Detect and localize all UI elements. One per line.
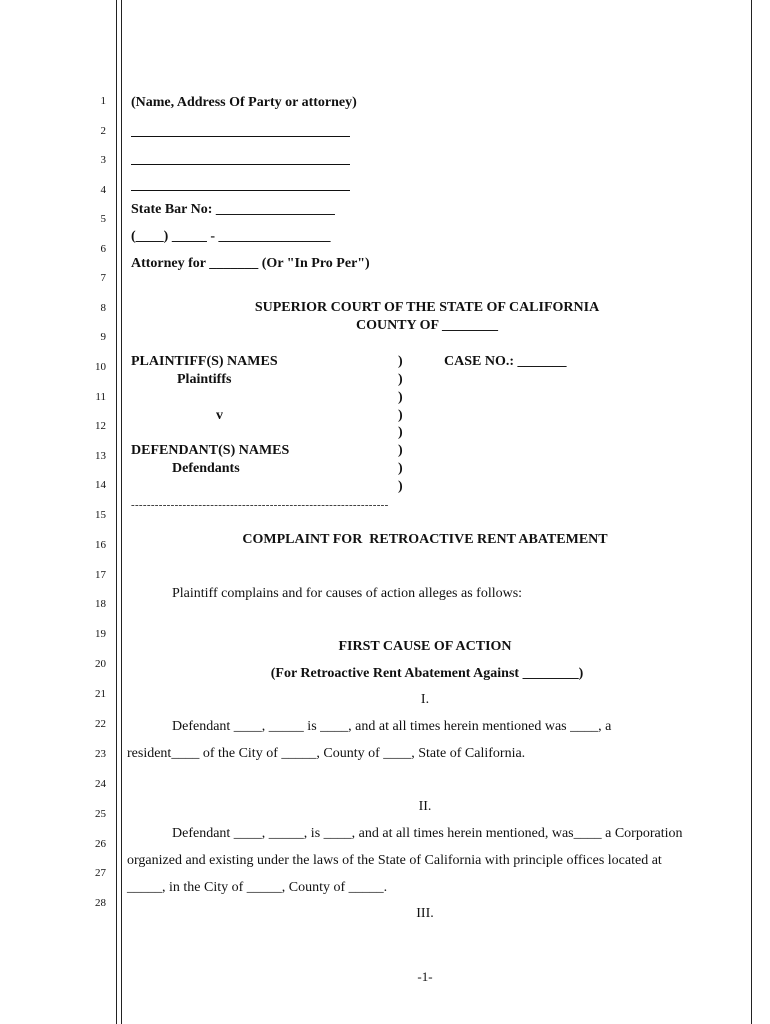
attorney-for: Attorney for _______ (Or "In Pro Per") [131,256,370,271]
address-line-2[interactable] [131,164,350,165]
page-number: -1- [417,969,433,984]
paragraph-2-line-3: _____, in the City of _____, County of _____. [127,880,388,895]
cause-subheading: (For Retroactive Rent Abatement Against ________) [270,666,584,681]
paren: ) [398,408,403,423]
address-line-3[interactable] [131,190,350,191]
line-number: 21 [95,688,106,700]
line-number: 25 [95,808,106,820]
line-number: 12 [95,420,106,432]
line-number: 27 [95,867,106,879]
party-name-address-label: (Name, Address Of Party or attorney) [131,95,357,110]
paren: ) [398,479,403,494]
line-number: 28 [95,897,106,909]
intro-paragraph: Plaintiff complains and for causes of action alleges as follows: [172,586,523,601]
line-number: 14 [95,479,106,491]
line-number: 15 [95,509,106,521]
line-number: 7 [100,272,106,284]
complaint-title: COMPLAINT FOR RETROACTIVE RENT ABATEMENT [242,532,608,547]
defendants-label: Defendants [172,461,240,476]
line-number: 9 [100,331,106,343]
plaintiffs-label: Plaintiffs [177,372,232,387]
state-bar-number: State Bar No: _________________ [131,202,335,217]
line-number: 2 [100,125,106,137]
paragraph-2-line-2: organized and existing under the laws of the State of California with principle offices located at [127,853,662,868]
line-number: 26 [95,838,106,850]
line-number: 10 [95,361,106,373]
line-number: 1 [100,95,106,107]
right-margin-rule [751,0,752,1024]
section-ii: II. [418,799,432,814]
line-number: 6 [100,243,106,255]
paren: ) [398,354,403,369]
paren: ) [398,425,403,440]
paren: ) [398,390,403,405]
line-number: 16 [95,539,106,551]
left-margin-rule [116,0,117,1024]
line-number: 24 [95,778,106,790]
address-line-1[interactable] [131,136,350,137]
line-number: 11 [95,391,106,403]
paragraph-1-line-2: resident____ of the City of _____, County of ____, State of California. [127,746,526,761]
defendant-names: DEFENDANT(S) NAMES [131,443,290,458]
cause-heading: FIRST CAUSE OF ACTION [338,639,512,654]
paragraph-1-line-1: Defendant ____, _____ is ____, and at all times herein mentioned was ____, a [172,719,612,734]
line-number: 17 [95,569,106,581]
case-number: CASE NO.: _______ [444,354,567,369]
plaintiff-names: PLAINTIFF(S) NAMES [131,354,278,369]
line-number: 22 [95,718,106,730]
court-name: SUPERIOR COURT OF THE STATE OF CALIFORNIA [254,300,600,315]
versus: v [216,408,223,423]
line-number: 5 [100,213,106,225]
paren: ) [398,461,403,476]
line-number: 20 [95,658,106,670]
left-margin-rule-inner [121,0,122,1024]
line-number: 8 [100,302,106,314]
line-number: 18 [95,598,106,610]
section-iii: III. [416,906,434,921]
line-number: 19 [95,628,106,640]
line-number: 23 [95,748,106,760]
paragraph-2-line-1: Defendant ____, _____, is ____, and at all times herein mentioned, was____ a Corporation [172,826,683,841]
line-number: 4 [100,184,106,196]
county-line: COUNTY OF ________ [355,318,499,333]
paren: ) [398,443,403,458]
phone-number: (____) _____ - ________________ [131,229,331,244]
caption-divider: ----------------------------------------------------------------- [131,499,389,511]
paren: ) [398,372,403,387]
line-number: 13 [95,450,106,462]
line-number: 3 [100,154,106,166]
section-i: I. [420,692,430,707]
